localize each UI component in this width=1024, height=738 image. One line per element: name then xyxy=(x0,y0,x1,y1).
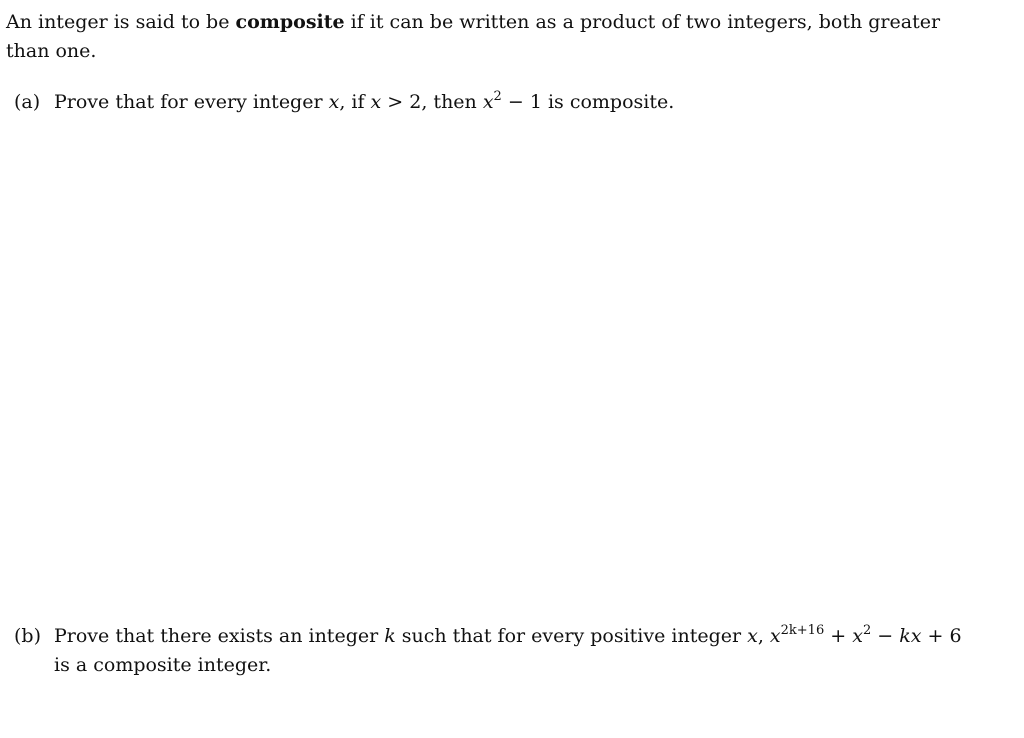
problem-a-text-1: Prove that for every integer xyxy=(54,91,329,113)
composite-definition xyxy=(6,8,1006,66)
definition-text-end: if it can be written as a product of two integers, both greater xyxy=(344,11,941,33)
problem-a xyxy=(14,88,1014,117)
definition-text-line2: than one. xyxy=(6,40,97,62)
problem-b-text-2: such that for every positive integer xyxy=(395,625,748,647)
composite-term: composite xyxy=(235,11,345,33)
definition-text-start: An integer is said to be xyxy=(6,11,236,33)
problem-a-condition: > 2, then xyxy=(381,91,483,113)
problem-a-label: (a) xyxy=(14,91,41,113)
problem-b xyxy=(14,622,1014,680)
variable-k: k xyxy=(384,625,396,647)
variable-x: x xyxy=(482,91,494,113)
problem-a-text-2: , if xyxy=(339,91,371,113)
constant-term: + 6 xyxy=(921,625,962,647)
minus-sign: − xyxy=(871,625,900,647)
problem-b-label: (b) xyxy=(14,625,41,647)
exponent: 2 xyxy=(862,623,872,638)
variable-x: x xyxy=(852,625,863,647)
variable-x: x xyxy=(370,91,382,113)
term-kx: kx xyxy=(899,625,922,647)
variable-x: x xyxy=(747,625,758,647)
problem-b-text-line2: is a composite integer. xyxy=(54,654,272,676)
problem-a-statement xyxy=(54,91,674,113)
variable-x: x xyxy=(328,91,340,113)
exponent: 2 xyxy=(493,89,502,104)
problem-b-text-3: , xyxy=(757,625,770,647)
variable-x: x xyxy=(769,625,781,647)
plus-sign: + xyxy=(824,625,853,647)
problem-b-text-1: Prove that there exists an integer xyxy=(54,625,385,647)
problem-b-statement xyxy=(54,625,962,647)
problem-a-text-3: − 1 is composite. xyxy=(501,91,675,113)
exponent: 2k+16 xyxy=(780,623,825,638)
